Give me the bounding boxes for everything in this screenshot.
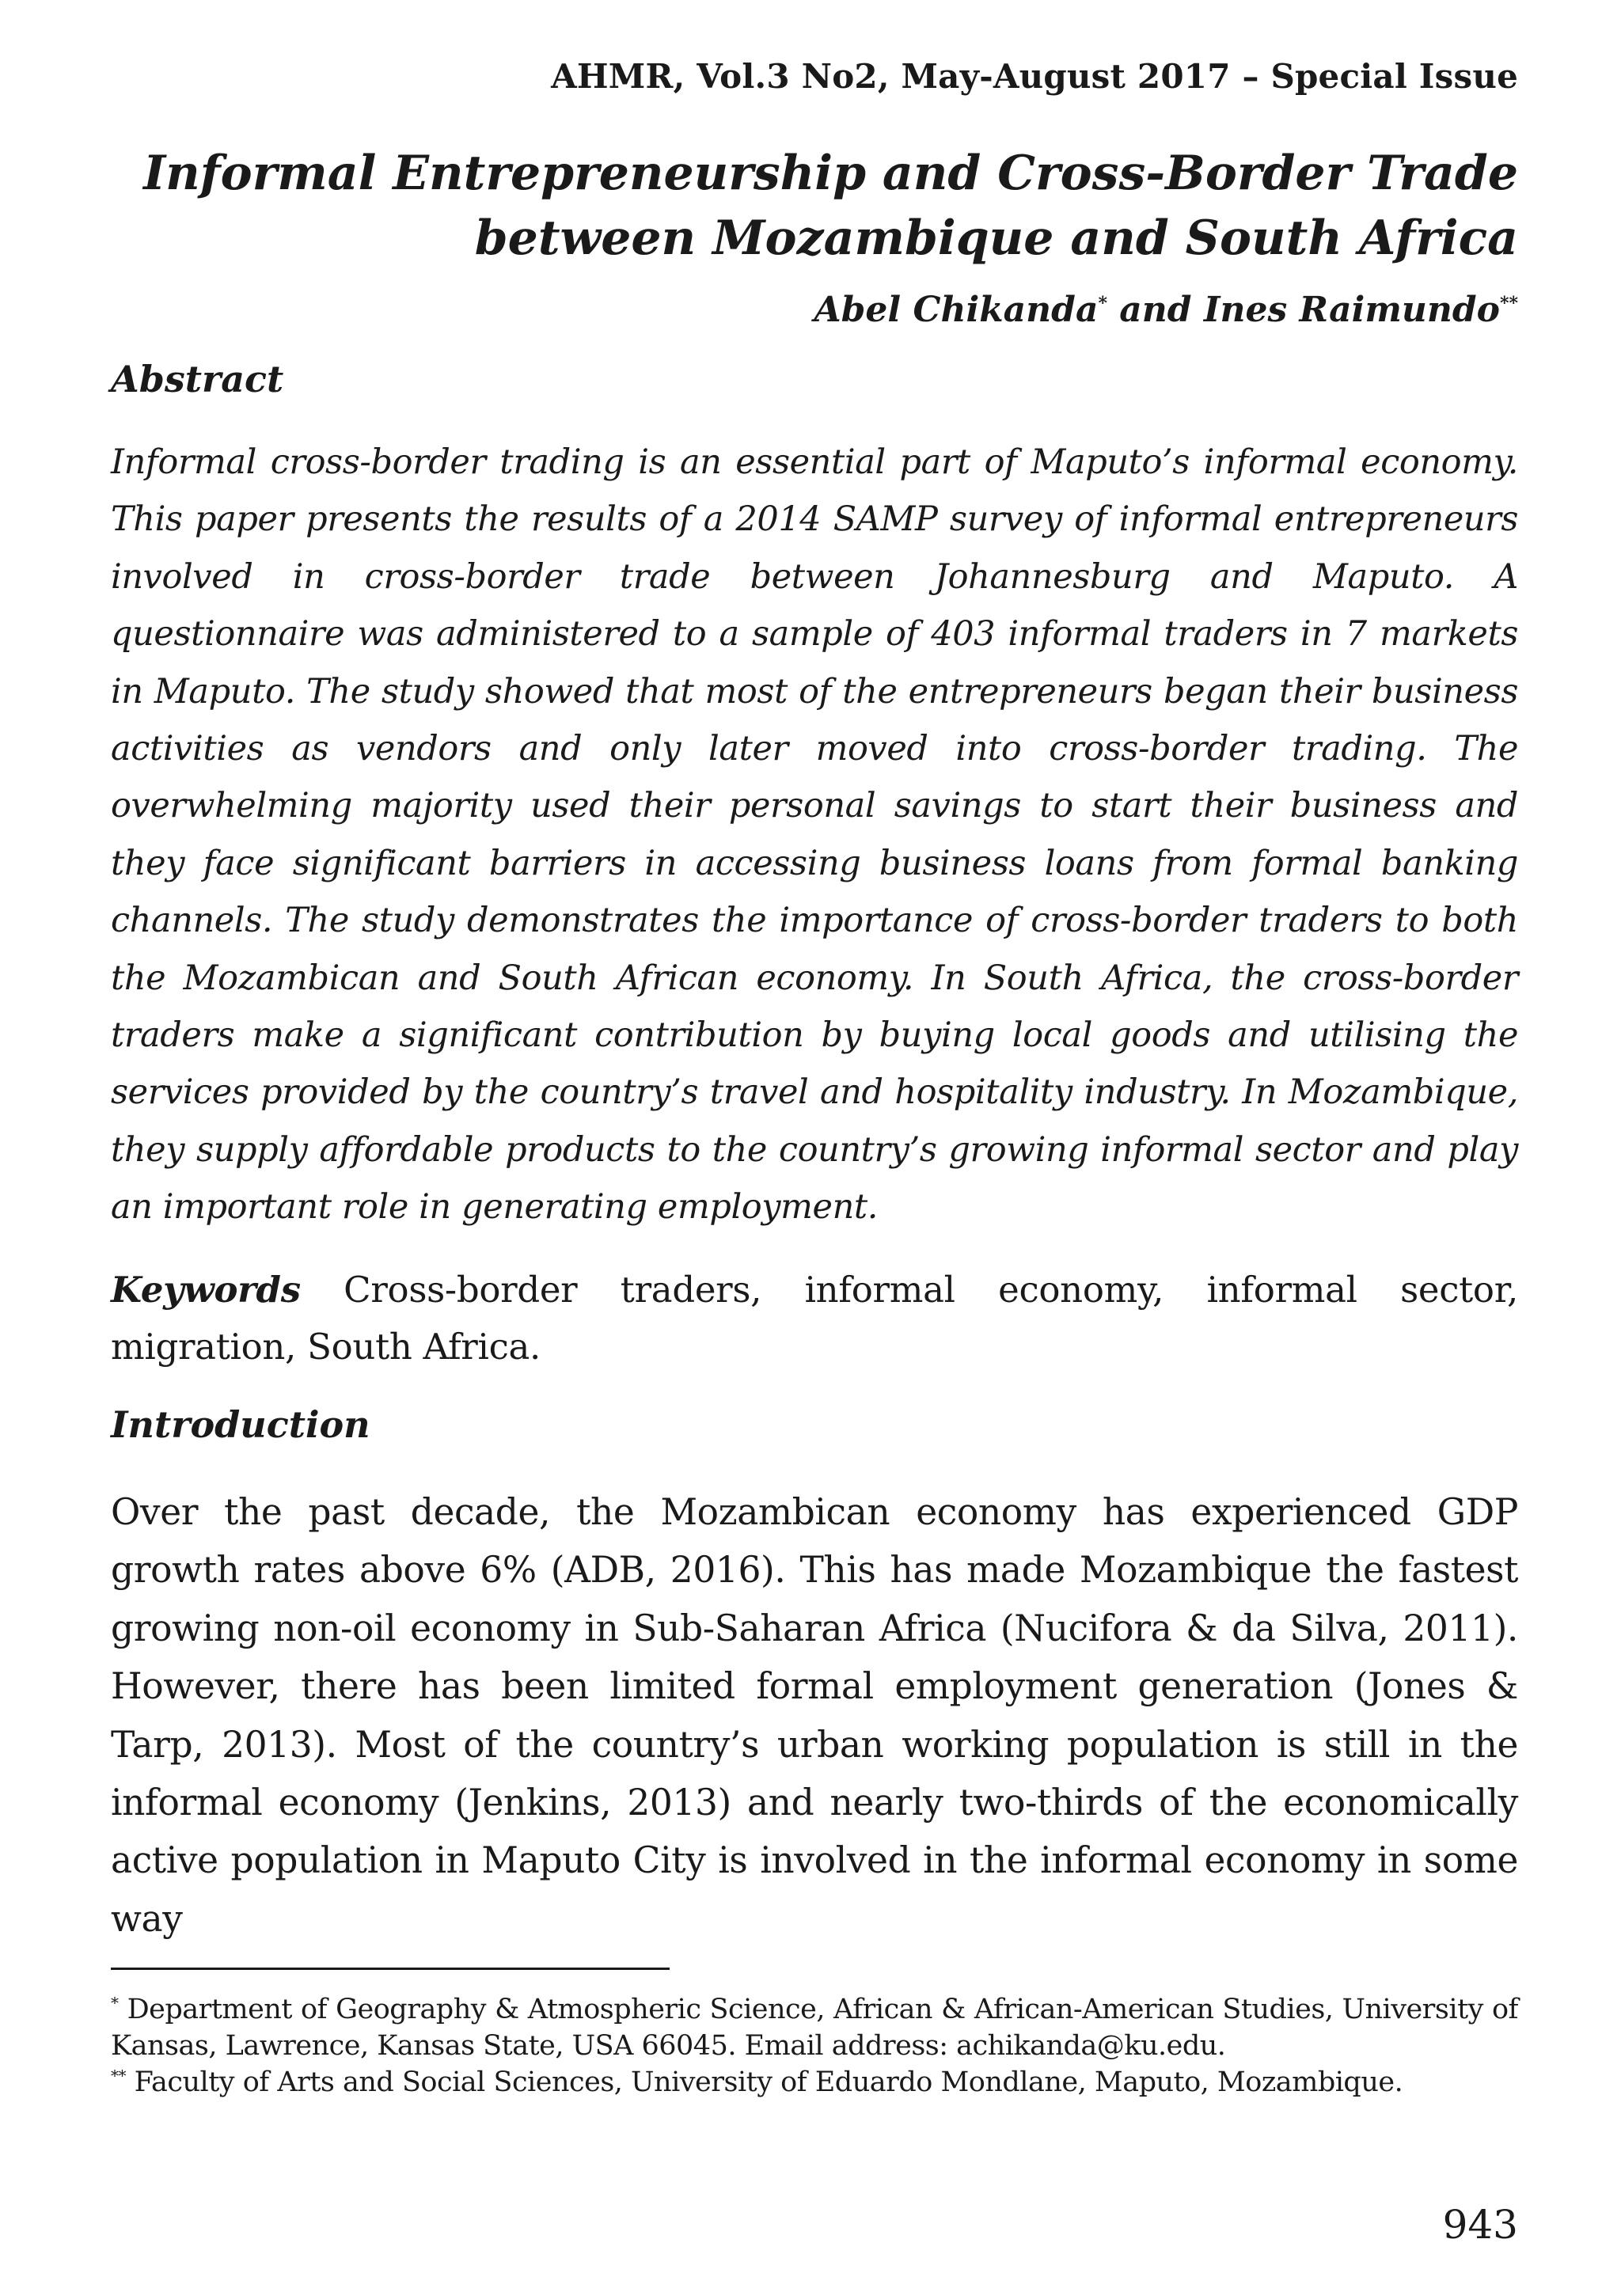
footnote-1-text: Department of Geography & Atmospheric Science, African & African-American Studies, University of Kansas, Lawrence, Kansas State, USA 66045. Email address: achikanda@ku.edu.	[111, 1994, 1518, 2062]
keywords-paragraph	[111, 1262, 1518, 1376]
author-1-footnote-mark: *	[1098, 293, 1107, 314]
footnote-2-mark: **	[111, 2066, 126, 2085]
footnote-2	[111, 2064, 1518, 2101]
article-title-line-2: between Mozambique and South Africa	[474, 211, 1518, 266]
journal-running-header: AHMR, Vol.3 No2, May-August 2017 – Special Issue	[551, 57, 1518, 96]
abstract-body: Informal cross-border trading is an essential part of Maputo’s informal economy. This paper presents the results of a 2014 SAMP survey of informal entrepreneurs involved in cross-border trade between Johannesburg and Maputo. A questionnaire was administered to a sample of 403 informal traders in 7 markets in Maputo. The study showed that most of the entrepreneurs began their business activities as vendors and only later moved into cross-border trading. The overwhelming majority used their personal savings to start their business and they face significant barriers in accessing business loans from formal banking channels. The study demonstrates the importance of cross-border traders to both the Mozambican and South African economy. In South Africa, the cross-border traders make a significant contribution by buying local goods and utilising the services provided by the country’s travel and hospitality industry. In Mozambique, they supply affordable products to the country’s growing informal sector and play an important role in generating employment.	[111, 442, 1518, 1228]
author-1-name: Abel Chikanda	[814, 290, 1099, 330]
author-2-name: Ines Raimundo	[1203, 290, 1500, 330]
footnote-1-mark: *	[111, 1993, 119, 2013]
abstract-heading: Abstract	[111, 358, 284, 400]
footnote-1	[111, 1991, 1518, 2064]
author-line	[814, 290, 1518, 330]
introduction-body: Over the past decade, the Mozambican economy has experienced GDP growth rates above 6% (ADB, 2016). This has made Mozambique the fastest growing non-oil economy in Sub-Saharan Africa (Nucifora & da Silva, 2011). However, there has been limited formal employment generation (Jones & Tarp, 2013). Most of the country’s urban working population is still in the informal economy (Jenkins, 2013) and nearly two-thirds of the economically active population in Maputo City is involved in the informal economy in some way	[111, 1491, 1518, 1940]
author-2-footnote-mark: **	[1499, 293, 1518, 314]
keywords-label: Keywords	[111, 1269, 301, 1311]
author-conjunction: and	[1107, 290, 1204, 330]
footnote-divider	[111, 1968, 670, 1970]
journal-page	[111, 0, 1518, 2296]
article-title	[111, 141, 1518, 271]
introduction-heading: Introduction	[111, 1403, 370, 1446]
page-number: 943	[1442, 2202, 1518, 2248]
keywords-list: Cross-border traders, informal economy, informal sector, migration, South Africa.	[111, 1269, 1518, 1368]
footnotes	[111, 1991, 1518, 2101]
article-title-line-1: Informal Entrepreneurship and Cross-Border Trade	[143, 146, 1518, 201]
footnote-2-text: Faculty of Arts and Social Sciences, University of Eduardo Mondlane, Maputo, Mozambique.	[126, 2066, 1403, 2098]
